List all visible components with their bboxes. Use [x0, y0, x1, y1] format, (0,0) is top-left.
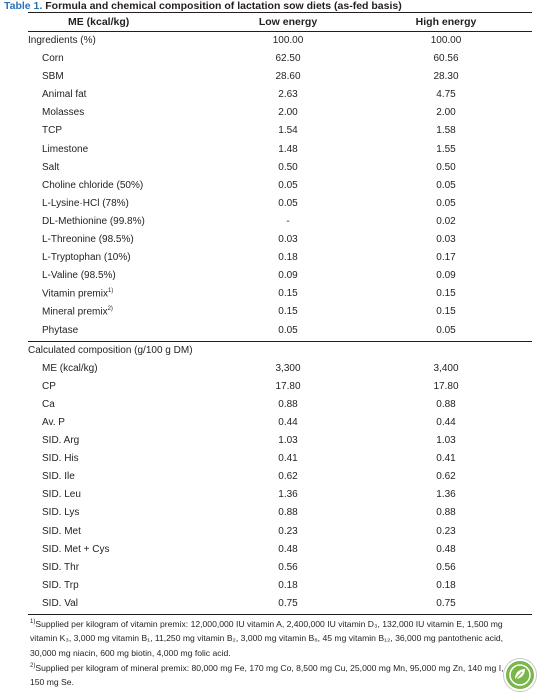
row-label-text: SID. His [42, 453, 79, 465]
row-label-text: Phytase [42, 324, 79, 336]
row-label-text: SBM [42, 71, 64, 83]
table-row [28, 249, 532, 267]
row-label-text: Choline chloride (50%) [42, 179, 144, 191]
section-title-ingredients: Ingredients (%) [28, 35, 96, 46]
cell-low: 0.44 [278, 416, 298, 428]
row-label [42, 363, 98, 374]
footnote-ref: 1) [107, 288, 114, 295]
table-row [28, 595, 532, 613]
cell-high: 60.56 [433, 53, 459, 65]
row-label-text: L-Threonine (98.5%) [42, 234, 134, 246]
cell-low: 0.18 [278, 579, 298, 591]
cell-low: 0.75 [278, 597, 298, 609]
cell-high: 28.30 [433, 71, 459, 83]
row-label [42, 107, 84, 118]
row-label-text: CP [42, 380, 56, 392]
table-header [28, 13, 532, 31]
table-row [28, 50, 532, 68]
cell-high: 0.44 [436, 416, 456, 428]
footnote-1-mark: 1) [30, 619, 36, 625]
cell-low: 2.63 [278, 89, 298, 101]
table-row [28, 122, 532, 140]
row-label [42, 399, 55, 410]
calculated-title-row [28, 342, 532, 360]
cell-low: 0.50 [278, 161, 298, 173]
cell-high: 0.05 [436, 179, 456, 191]
table-row [28, 360, 532, 378]
cell-low: 0.41 [278, 453, 298, 465]
cell-high: 0.62 [436, 471, 456, 483]
cell-low: - [286, 215, 290, 227]
cell-low: 0.09 [278, 270, 298, 282]
table-row [28, 577, 532, 595]
row-label-text: TCP [42, 125, 62, 137]
header-col-me: ME (kcal/kg) [68, 16, 130, 28]
cell-high: 17.80 [433, 380, 459, 392]
table-row [28, 86, 532, 104]
row-label [42, 562, 79, 573]
table-row [28, 213, 532, 231]
row-label-text: Animal fat [42, 89, 87, 101]
cell-low: 0.05 [278, 324, 298, 336]
composition-table [28, 13, 532, 615]
cell-high: 0.05 [436, 197, 456, 209]
cell-low: 1.36 [278, 489, 298, 501]
row-label-text: Ca [42, 398, 55, 410]
cell-low: 0.62 [278, 471, 298, 483]
footnote-1-text: Supplied per kilogram of vitamin premix: 12,000,000 IU vitamin A, 2,400,000 IU vitamin D₃, 132,000 IU vitamin E, 1,500 mg vitamin K₃, 3,000 mg vitamin B₁, 11,250 mg vitamin B₂, 3,000 mg vitamin B₆, 45 mg vitamin B₁₂, 36,000 mg pantothenic acid, 30,000 mg niacin, 600 mg biotin, 4,000 mg folic acid. [30, 618, 504, 658]
cell-low: 2.00 [278, 107, 298, 119]
cell-high: 0.15 [436, 288, 456, 300]
cell-high: 4.75 [436, 89, 456, 101]
row-label-text: Corn [42, 53, 64, 65]
cell-low: 28.60 [275, 71, 301, 83]
cell-low: 0.15 [278, 306, 298, 318]
row-label [42, 417, 65, 428]
row-label-text: SID. Ile [42, 471, 75, 483]
row-label [42, 252, 131, 263]
row-label-text: L-Tryptophan (10%) [42, 252, 131, 264]
row-label-text: SID. Met + Cys [42, 543, 110, 555]
row-label [42, 471, 75, 482]
row-label-text: Vitamin premix [42, 288, 108, 300]
cell-high: 1.03 [436, 435, 456, 447]
table-row [28, 322, 532, 340]
table-row [28, 195, 532, 213]
cell-high: 0.56 [436, 561, 456, 573]
table-row [28, 541, 532, 559]
cell-high: 2.00 [436, 107, 456, 119]
cell-low: 1.03 [278, 435, 298, 447]
row-label [42, 125, 62, 136]
cell-high: 0.03 [436, 234, 456, 246]
row-label-text: L-Lysine·HCl (78%) [42, 197, 129, 209]
row-label [42, 598, 78, 609]
row-label [42, 381, 56, 392]
cell-low: 0.23 [278, 525, 298, 537]
table-row [28, 231, 532, 249]
cell-high: 0.23 [436, 525, 456, 537]
cell-low: 1.54 [278, 125, 298, 137]
row-label-text: Limestone [42, 143, 89, 155]
header-col-low: Low energy [258, 16, 318, 28]
table-caption [4, 0, 402, 12]
cell-high: 1.58 [436, 125, 456, 137]
row-label-text: L-Valine (98.5%) [42, 270, 116, 282]
row-label-text: SID. Thr [42, 561, 80, 573]
cell-high: 0.15 [436, 306, 456, 318]
footnote-2-mark: 2) [30, 663, 36, 669]
row-label [42, 270, 116, 281]
cell-low: 17.80 [275, 380, 301, 392]
cell-high: 0.41 [436, 453, 456, 465]
cell-low: 0.18 [278, 252, 298, 264]
row-label [42, 234, 134, 245]
cell-high: 1.55 [436, 143, 456, 155]
row-label [42, 507, 79, 518]
cell-high: 0.09 [436, 270, 456, 282]
table-row [28, 267, 532, 285]
row-label-text: SID. Lys [42, 507, 80, 519]
row-label [42, 288, 113, 299]
row-label-text: SID. Trp [42, 579, 79, 591]
cell-high: 0.88 [436, 507, 456, 519]
calculated-rows [28, 360, 532, 613]
leaf-icon [506, 661, 534, 689]
footnote-2-text: Supplied per kilogram of mineral premix: 80,000 mg Fe, 170 mg Co, 8,500 mg Cu, 25,000 mg Mn, 95,000 mg Zn, 140 mg I, 150 mg Se. [30, 662, 504, 688]
table-row [28, 285, 532, 303]
cell-high: 0.48 [436, 543, 456, 555]
cell-high: 0.50 [436, 161, 456, 173]
cell-low: 1.48 [278, 143, 298, 155]
row-label-text: DL-Methionine (99.8%) [42, 215, 145, 227]
row-label [42, 526, 81, 537]
row-label [42, 216, 145, 227]
footnote-ref: 2) [107, 306, 113, 313]
table-row [28, 486, 532, 504]
cell-low: 0.15 [278, 288, 298, 300]
cell-low: 0.05 [278, 197, 298, 209]
table-row [28, 414, 532, 432]
cell-high: 0.18 [436, 579, 456, 591]
cell-low: 62.50 [275, 53, 301, 65]
cell-high: 0.88 [436, 398, 456, 410]
cell-low: 0.48 [278, 543, 298, 555]
row-label [42, 89, 86, 100]
cell-low: 0.88 [278, 398, 298, 410]
row-label [42, 544, 110, 555]
cell-low: 0.03 [278, 234, 298, 246]
row-label [42, 162, 59, 173]
table-row [28, 68, 532, 86]
cell-high: 3,400 [433, 362, 459, 374]
row-label [42, 306, 113, 317]
row-label-text: Molasses [42, 107, 85, 119]
table-row [28, 504, 532, 522]
table-row [28, 303, 532, 321]
row-label-text: ME (kcal/kg) [42, 362, 98, 374]
header-col-high: High energy [415, 16, 477, 28]
row-label [42, 180, 143, 191]
table-row [28, 141, 532, 159]
table-row [28, 523, 532, 541]
cell-high: 0.05 [436, 324, 456, 336]
row-label-text: Salt [42, 161, 60, 173]
cell-high: 0.02 [436, 215, 456, 227]
cell-low: 0.88 [278, 507, 298, 519]
section-title-calculated: Calculated composition (g/100 g DM) [28, 344, 193, 356]
table-row [28, 432, 532, 450]
row-label-text: SID. Leu [42, 489, 81, 501]
row-label [42, 325, 78, 336]
row-label-text: SID. Met [42, 525, 81, 537]
row-label [42, 144, 88, 155]
row-label [42, 198, 129, 209]
row-label-text: SID. Val [42, 597, 78, 609]
row-label-text: SID. Arg [42, 435, 80, 447]
table-caption-label: Table 1. [4, 0, 43, 12]
cell-low: 0.05 [278, 179, 298, 191]
table-row [28, 450, 532, 468]
ingredients-total-row [28, 32, 532, 50]
cell-high: 0.17 [436, 252, 456, 264]
row-label [42, 489, 81, 500]
footnote-1 [30, 615, 514, 660]
row-label [42, 435, 79, 446]
row-label [42, 71, 64, 82]
table-row [28, 104, 532, 122]
cell-low: 100.00 [272, 35, 304, 46]
ingredients-rows [28, 50, 532, 340]
leaf-badge[interactable] [504, 659, 536, 691]
cell-high: 0.75 [436, 597, 456, 609]
cell-high: 100.00 [430, 35, 462, 46]
cell-low: 3,300 [275, 362, 301, 374]
table-row [28, 559, 532, 577]
cell-high: 1.36 [436, 489, 456, 501]
table-row [28, 177, 532, 195]
row-label [42, 580, 79, 591]
row-label-text: Mineral premix [42, 306, 108, 318]
row-label-text: Av. P [42, 416, 65, 428]
cell-low: 0.56 [278, 561, 298, 573]
table-row [28, 468, 532, 486]
row-label [42, 53, 64, 64]
footnote-2 [30, 659, 514, 690]
row-label [42, 453, 79, 464]
table-row [28, 378, 532, 396]
table-row [28, 396, 532, 414]
table-caption-text: Formula and chemical composition of lactation sow diets (as-fed basis) [45, 0, 402, 12]
table-row [28, 159, 532, 177]
